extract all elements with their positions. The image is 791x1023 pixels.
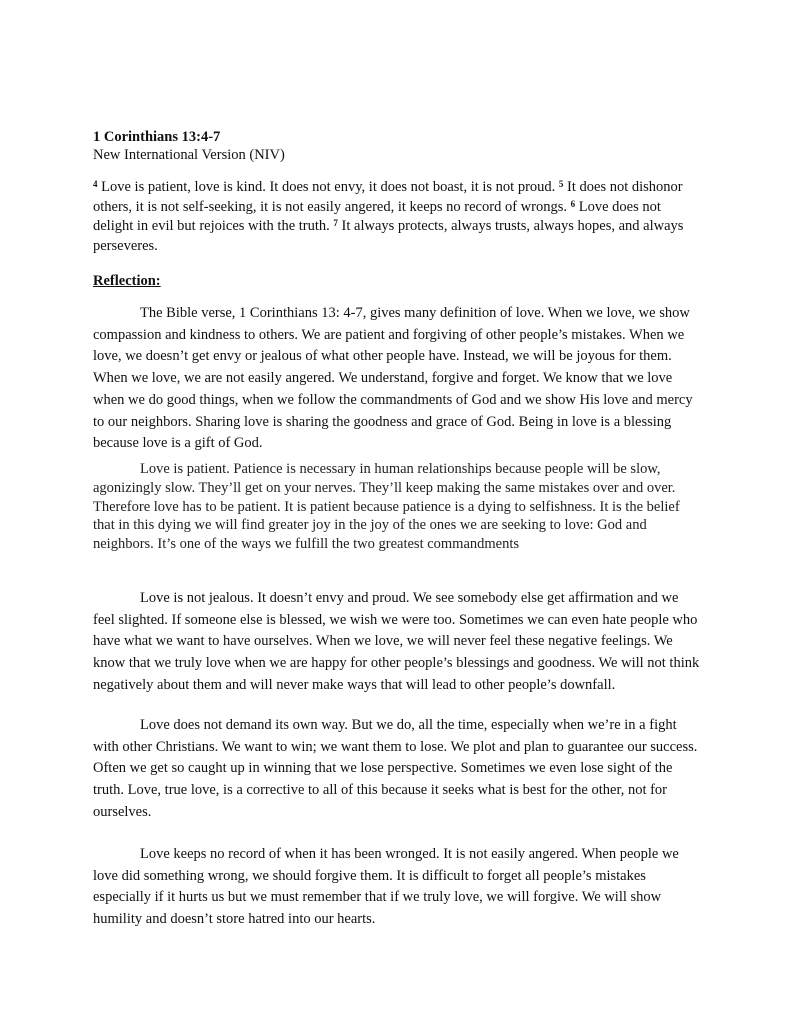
verse-number: 5 — [558, 179, 564, 189]
reflection-paragraph: The Bible verse, 1 Corinthians 13: 4-7, gives many definition of love. When we love, we show compassion and kindness to others. We are patient and forgiving of other people’s mistakes. When we love, we doesn’t get envy or jealous of what other people have. Instead, we will be joyous for them. When we love, we are not easily angered. We understand, forgive and forget. We know that we love when we do good things, when we follow the commandments of God and we show His love and mercy to our neighbors. Sharing love is sharing the goodness and grace of God. Being in love is a blessing because love is a gift of God. — [93, 305, 693, 452]
verse-text — [93, 178, 693, 256]
verse-line: Love is patient, love is kind. It does not envy, it does not boast, it is not proud. — [97, 179, 559, 195]
reflection-paragraph: Love keeps no record of when it has been wronged. It is not easily angered. When people we love did something wrong, we should forgive them. It is difficult to forget all people’s mistakes especially if it hurts us but we must remember that if we truly love, we will forgive. We will show humility and doesn’t store hatred into our hearts. — [93, 846, 679, 928]
reflection-paragraph: Love is patient. Patience is necessary in human relationships because people will be slow, agonizingly slow. They’ll get on your nerves. They’ll keep making the same mistakes over and over. Therefore love has to be patient. It is patient because patience is a dying to selfishness. It is the belief that in this dying we will find greater joy in the joy of the ones we are seeking to love: God and neighbors. It’s one of the ways we fulfill the two greatest commandments — [93, 461, 680, 553]
reflection-paragraph: Love does not demand its own way. But we do, all the time, especially when we’re in a fight with other Christians. We want to win; we want them to lose. We plot and plan to guarantee our success. Often we get so caught up in winning that we lose perspective. Sometimes we even lose sight of the truth. Love, true love, is a corrective to all of this because it seeks what is best for the other, not for ourselves. — [93, 717, 698, 820]
bible-version-label: New International Version (NIV) — [93, 147, 285, 163]
verse-reference-title: 1 Corinthians 13:4-7 — [93, 129, 221, 145]
verse-line: It does not dishonor others, it is not self-seeking, it is not easily angered, it keeps no record of wrongs. — [93, 179, 683, 215]
verse-number: 7 — [333, 218, 338, 229]
verse-line: Love does not delight in evil but rejoices with the truth. — [93, 198, 661, 235]
reflection-heading: Reflection: — [93, 273, 161, 289]
verse-number: 6 — [570, 198, 576, 209]
verse-line: It always protects, always trusts, always hopes, and always perseveres. — [93, 218, 684, 254]
verse-number: 4 — [93, 179, 98, 189]
reflection-paragraph: Love is not jealous. It doesn’t envy and proud. We see somebody else get affirmation and we feel slighted. If someone else is blessed, we wish we were too. Sometimes we can even hate people who have what we want to have ourselves. When we love, we will never feel these negative feelings. We know that we truly love when we are happy for other people’s blessings and goodness. We will not think negatively about them and will never make ways that will lead to other people’s downfall. — [93, 590, 700, 693]
